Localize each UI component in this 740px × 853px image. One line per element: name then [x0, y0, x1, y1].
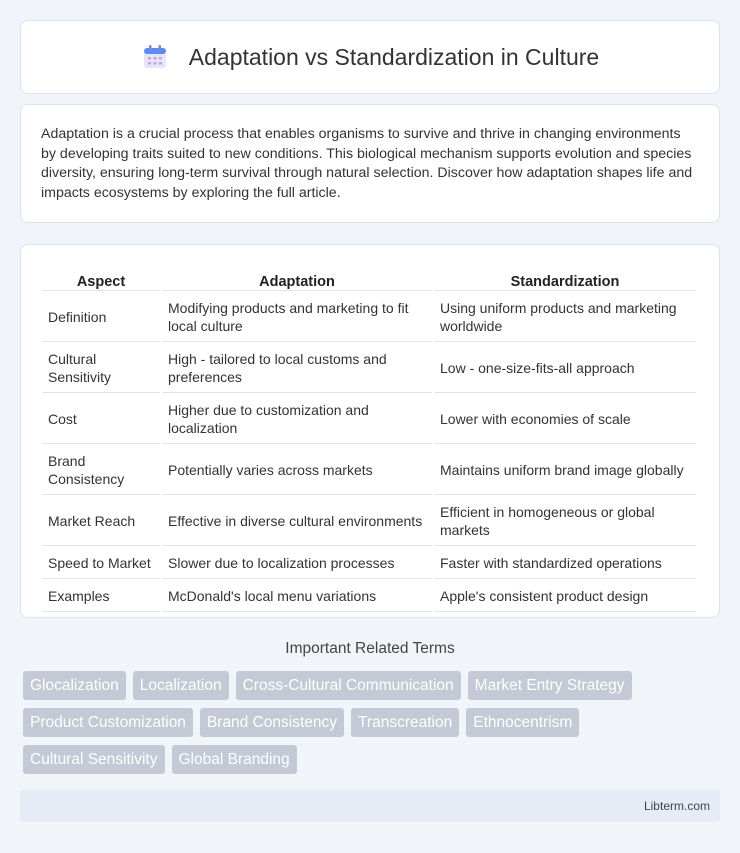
cell-standardization: Lower with economies of scale [434, 395, 696, 444]
term-tag[interactable]: Localization [133, 671, 229, 700]
cell-standardization: Faster with standardized operations [434, 548, 696, 579]
table-row [42, 446, 696, 495]
cell-adaptation: Effective in diverse cultural environments [162, 497, 432, 546]
related-terms-list [23, 671, 723, 774]
header-card [20, 20, 720, 94]
calendar-icon [141, 43, 169, 71]
cell-standardization: Efficient in homogeneous or global markets [434, 497, 696, 546]
cell-aspect: Cultural Sensitivity [42, 344, 160, 393]
term-tag[interactable]: Market Entry Strategy [468, 671, 632, 700]
table-row [42, 581, 696, 612]
footer-site-link[interactable]: Libterm.com [643, 799, 710, 813]
cell-aspect: Definition [42, 293, 160, 342]
table-row [42, 344, 696, 393]
cell-aspect: Brand Consistency [42, 446, 160, 495]
comparison-card [20, 244, 720, 618]
term-tag[interactable]: Brand Consistency [200, 708, 344, 737]
footer [20, 790, 720, 822]
cell-adaptation: Modifying products and marketing to fit local culture [162, 293, 432, 342]
intro-card [20, 104, 720, 223]
term-tag[interactable]: Global Branding [172, 745, 297, 774]
table-row [42, 497, 696, 546]
term-tag[interactable]: Ethnocentrism [466, 708, 579, 737]
cell-aspect: Market Reach [42, 497, 160, 546]
cell-standardization: Low - one-size-fits-all approach [434, 344, 696, 393]
cell-adaptation: McDonald's local menu variations [162, 581, 432, 612]
term-tag[interactable]: Glocalization [23, 671, 126, 700]
page-title: Adaptation vs Standardization in Culture [188, 43, 600, 70]
table-row [42, 395, 696, 444]
cell-standardization: Using uniform products and marketing worldwide [434, 293, 696, 342]
table-header-row [42, 265, 696, 291]
table-row [42, 548, 696, 579]
term-tag[interactable]: Product Customization [23, 708, 193, 737]
term-tag[interactable]: Transcreation [351, 708, 459, 737]
cell-standardization: Apple's consistent product design [434, 581, 696, 612]
column-header-adaptation: Adaptation [162, 265, 432, 291]
cell-adaptation: Higher due to customization and localization [162, 395, 432, 444]
cell-adaptation: Slower due to localization processes [162, 548, 432, 579]
cell-aspect: Examples [42, 581, 160, 612]
intro-text: Adaptation is a crucial process that enables organisms to survive and thrive in changing environments by developing traits suited to new conditions. This biological mechanism supports evolution and species diversity, ensuring long-term survival through natural selection. Discover how adaptation shapes life and impacts ecosystems by exploring the full article. [41, 126, 693, 202]
comparison-table [40, 263, 698, 614]
table-row [42, 293, 696, 342]
cell-adaptation: High - tailored to local customs and preferences [162, 344, 432, 393]
cell-aspect: Cost [42, 395, 160, 444]
column-header-aspect: Aspect [42, 265, 160, 291]
term-tag[interactable]: Cross-Cultural Communication [236, 671, 461, 700]
column-header-standardization: Standardization [434, 265, 696, 291]
term-tag[interactable]: Cultural Sensitivity [23, 745, 165, 774]
cell-standardization: Maintains uniform brand image globally [434, 446, 696, 495]
cell-aspect: Speed to Market [42, 548, 160, 579]
cell-adaptation: Potentially varies across markets [162, 446, 432, 495]
related-terms-title: Important Related Terms [285, 640, 455, 657]
